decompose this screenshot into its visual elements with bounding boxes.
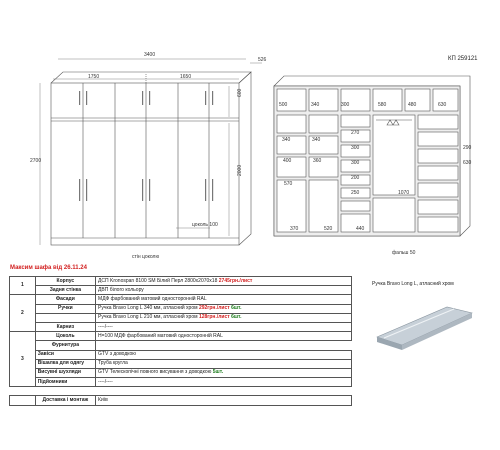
- wardrobe-interior-drawing: [270, 60, 475, 250]
- row-label: Карниз: [35, 322, 95, 331]
- interior-dim: 250: [351, 190, 360, 196]
- interior-dim: 1070: [398, 190, 410, 196]
- interior-dim: 400: [283, 158, 292, 164]
- table-row: [10, 295, 352, 304]
- table-row: [10, 313, 352, 322]
- dim-depth: 526: [258, 57, 267, 63]
- row-value-text: Труба кругла: [98, 360, 128, 367]
- row-number: 1: [10, 277, 36, 295]
- row-value-text: ДСП Kronospan 8100 SM Білий Перл 2800х2070х18: [98, 277, 219, 284]
- row-price: 292грн./лист: [198, 305, 230, 312]
- row-price: 2745грн./лист: [218, 277, 253, 284]
- row-label: Висувні шухляди: [35, 368, 95, 377]
- interior-dim: 630: [463, 160, 472, 166]
- row-label: Вішалка для одягу: [35, 359, 95, 368]
- row-number: [10, 396, 36, 405]
- handle-image: [372, 293, 484, 353]
- row-value: [96, 277, 352, 286]
- dim-right-width: 1650: [180, 74, 192, 80]
- row-value-text: GTV Телескопічні повного висування з доводкою: [98, 369, 213, 376]
- interior-dim: 500: [279, 102, 288, 108]
- interior-dim: 340: [312, 137, 321, 143]
- table-row: [10, 332, 352, 341]
- spec-table: [9, 276, 352, 406]
- row-value: [96, 387, 352, 396]
- row-value-text: GTV з доводкою: [98, 351, 137, 358]
- row-value-text: ----/----: [98, 323, 113, 330]
- table-row: [10, 359, 352, 368]
- row-quantity: 6шт.: [231, 314, 242, 321]
- interior-dim: 200: [351, 175, 360, 181]
- table-row: [10, 322, 352, 331]
- dim-height: 2700: [30, 158, 42, 164]
- table-row: [10, 350, 352, 359]
- table-row: [10, 387, 352, 396]
- row-value: [96, 322, 352, 331]
- dim-left-width: 1750: [88, 74, 100, 80]
- row-quantity: 6шт.: [231, 305, 242, 312]
- row-value: [96, 286, 352, 295]
- row-number: [10, 387, 36, 396]
- interior-dim: 340: [311, 102, 320, 108]
- row-label: Фурнитура: [35, 341, 95, 350]
- row-value-text: Н=100 МДФ фарбований матовий односторонній RAL: [98, 332, 223, 339]
- table-row: [10, 368, 352, 377]
- interior-dim: 370: [290, 226, 299, 232]
- interior-dim: 360: [313, 158, 322, 164]
- document-title: Максим шафа від 26.11.24: [10, 265, 87, 271]
- row-label: Задня стінка: [35, 286, 95, 295]
- row-label: Доставка і монтаж: [35, 396, 95, 405]
- row-value: [96, 295, 352, 304]
- table-row: [10, 286, 352, 295]
- row-label: Цоколь: [35, 332, 95, 341]
- table-row: [10, 304, 352, 313]
- fascia-label: фальш 50: [392, 250, 416, 256]
- row-value-text: ДВП білого кольору: [98, 286, 144, 293]
- row-value-text: Ручка Bravo Long L 340 мм, атласний хром: [98, 305, 199, 312]
- row-label: Фасади: [35, 295, 95, 304]
- interior-dim: 300: [351, 145, 360, 151]
- dim-total-width: 3400: [144, 52, 156, 58]
- interior-dim: 300: [351, 160, 360, 166]
- row-number: 2: [10, 295, 36, 332]
- wardrobe-front-drawing: [0, 50, 265, 260]
- row-price: 128грн./лист: [198, 314, 230, 321]
- row-label: Завіси: [35, 350, 95, 359]
- row-value: [96, 396, 352, 405]
- row-label: Ручки: [35, 304, 95, 313]
- interior-dim: 580: [378, 102, 387, 108]
- row-value: [96, 313, 352, 322]
- table-row: [10, 341, 352, 350]
- row-value: [96, 350, 352, 359]
- row-value: [96, 368, 352, 377]
- row-value: [96, 332, 352, 341]
- dim-mezzanine: 600: [237, 88, 243, 97]
- handle-caption: Ручка Bravo Long L, атласний хром: [372, 281, 454, 287]
- interior-dim: 570: [284, 181, 293, 187]
- row-value-text: Ручка Bravo Long L 210 мм, атласний хром: [98, 314, 199, 321]
- row-value: [96, 359, 352, 368]
- interior-dim: 340: [282, 137, 291, 143]
- table-row: [10, 378, 352, 387]
- interior-dim: 480: [408, 102, 417, 108]
- interior-dim: 520: [324, 226, 333, 232]
- row-value-text: Київ: [98, 397, 108, 404]
- row-label: [35, 313, 95, 322]
- plinth-height-label: цоколь 100: [192, 222, 218, 228]
- row-number: 3: [10, 332, 36, 387]
- row-quantity: 5шт.: [212, 369, 224, 376]
- row-value-text: МДФ фарбований матовий односторонній RAL: [98, 295, 207, 302]
- dim-lower: 2000: [237, 164, 243, 176]
- row-label: Корпус: [35, 277, 95, 286]
- row-value: [96, 304, 352, 313]
- kp-number: КП 259121: [448, 56, 478, 62]
- interior-dim: 440: [356, 226, 365, 232]
- interior-dim: 290: [463, 145, 472, 151]
- row-label: Підйомники: [35, 378, 95, 387]
- row-value-text: ----/----: [98, 378, 113, 385]
- interior-dim: 270: [351, 130, 360, 136]
- row-value: [96, 341, 352, 350]
- row-label: [35, 387, 95, 396]
- interior-dim: 630: [438, 102, 447, 108]
- table-row: [10, 277, 352, 286]
- interior-dim: 300: [341, 102, 350, 108]
- row-value: [96, 378, 352, 387]
- plinth-walls-label: стін цоколю: [132, 254, 160, 260]
- table-row: [10, 396, 352, 405]
